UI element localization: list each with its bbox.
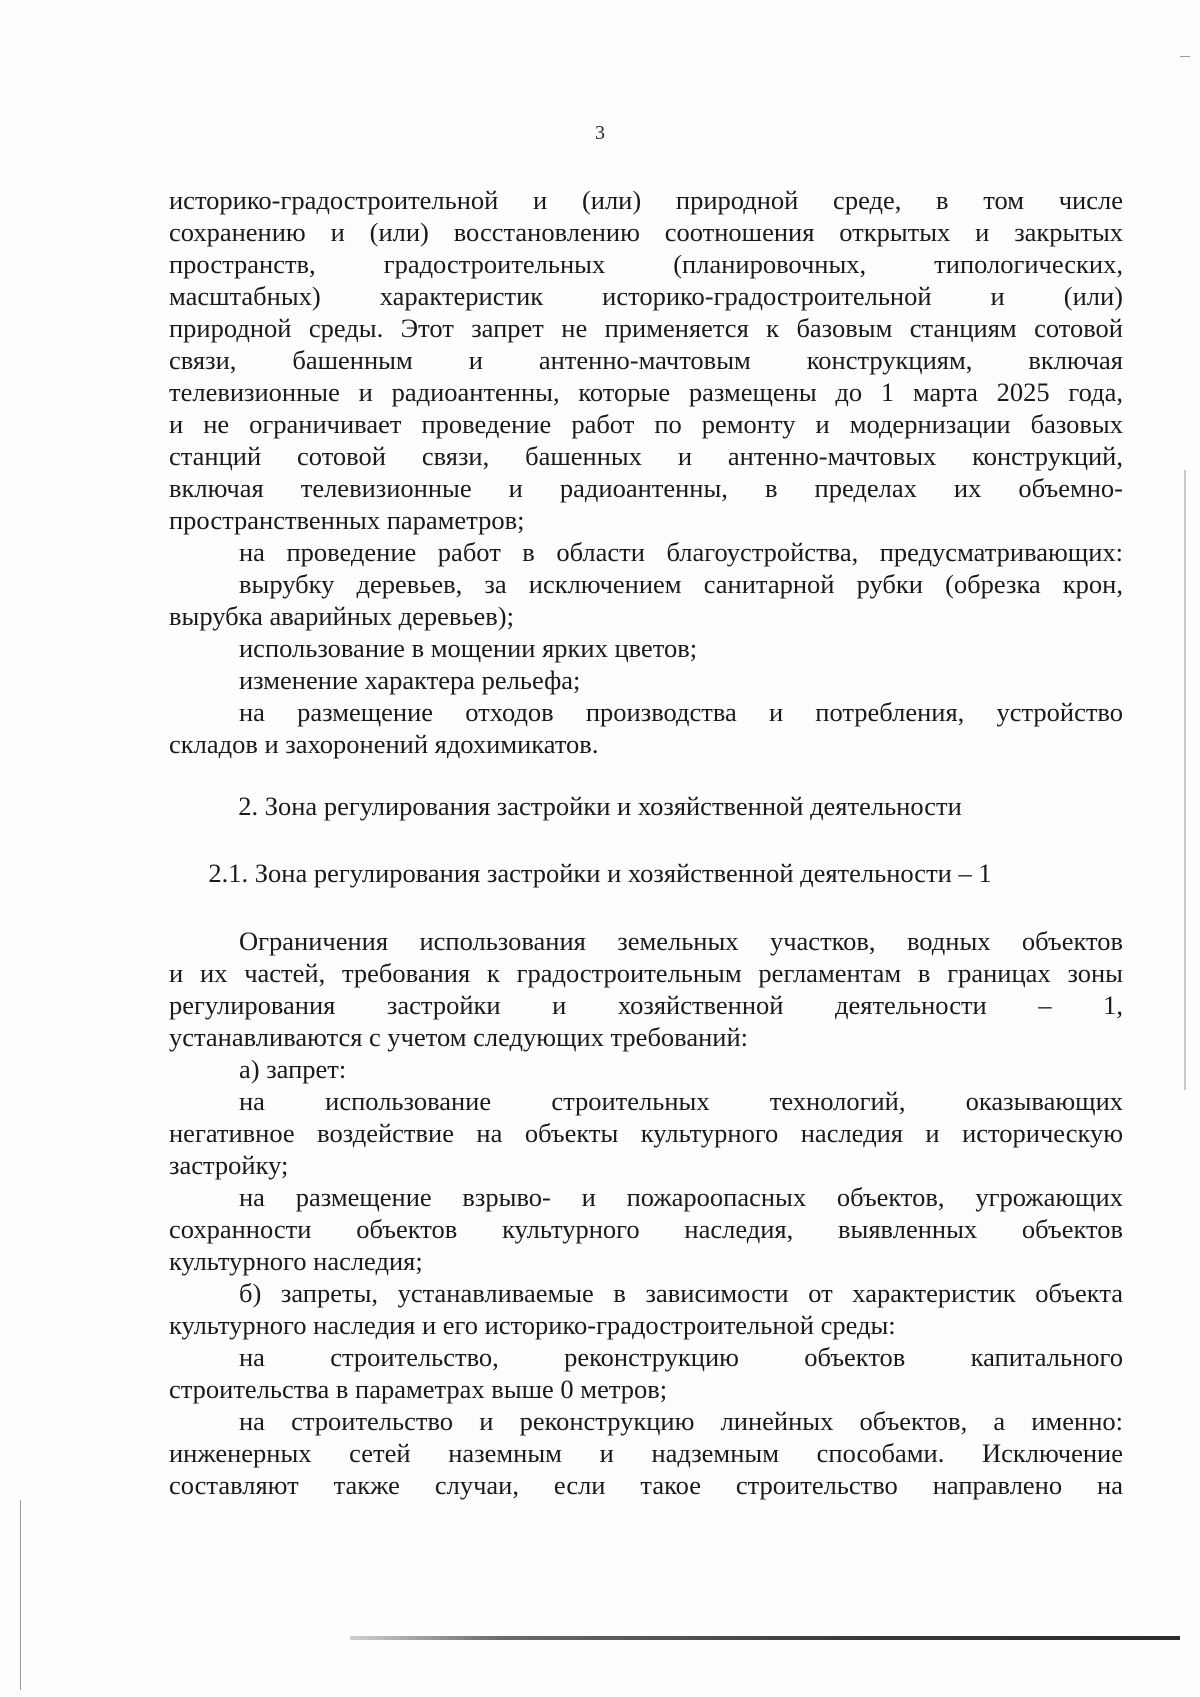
text-line: пространств, градостроительных (планировочных, типологических,	[169, 249, 1123, 279]
text-line: масштабных) характеристик историко-градостроительной и (или)	[169, 281, 1123, 311]
text-line: сохранности объектов культурного наследия, выявленных объектов	[169, 1214, 1123, 1244]
text-line: строительства в параметрах выше 0 метров;	[169, 1374, 668, 1404]
scan-edge-mark	[1180, 56, 1190, 57]
text-line: устанавливаются с учетом следующих требований:	[169, 1022, 749, 1052]
text-line: культурного наследия;	[169, 1246, 423, 1276]
text-line: природной среды. Этот запрет не применяется к базовым станциям сотовой	[169, 313, 1123, 343]
text-line: вырубку деревьев, за исключением санитарной рубки (обрезка крон,	[239, 569, 1123, 599]
scan-edge-mark	[1184, 470, 1186, 1090]
scan-bottom-rule	[350, 1636, 1180, 1640]
text-line: а) запрет:	[239, 1054, 347, 1084]
text-line: связи, башенным и антенно-мачтовым конструкциям, включая	[169, 345, 1123, 375]
text-line: сохранению и (или) восстановлению соотношения открытых и закрытых	[169, 217, 1123, 247]
text-line: использование в мощении ярких цветов;	[239, 633, 698, 663]
paragraph-block-top	[169, 184, 1123, 760]
text-line: складов и захоронений ядохимикатов.	[169, 729, 599, 759]
text-line: на проведение работ в области благоустройства, предусматривающих:	[239, 537, 1123, 567]
text-line: Ограничения использования земельных участков, водных объектов	[239, 926, 1123, 956]
text-line: изменение характера рельефа;	[239, 665, 581, 695]
text-line: составляют также случаи, если такое строительство направлено на	[169, 1470, 1123, 1500]
text-line: на использование строительных технологий, оказывающих	[239, 1086, 1123, 1116]
text-line: и не ограничивает проведение работ по ремонту и модернизации базовых	[169, 409, 1123, 439]
text-line: на размещение отходов производства и потребления, устройство	[239, 697, 1123, 727]
text-line: инженерных сетей наземным и надземным способами. Исключение	[169, 1438, 1123, 1468]
text-line: культурного наследия и его историко-градостроительной среды:	[169, 1310, 896, 1340]
text-line: б) запреты, устанавливаемые в зависимости от характеристик объекта	[239, 1278, 1123, 1308]
page-number: 3	[595, 122, 605, 144]
text-line: историко-градостроительной и (или) природной среде, в том числе	[169, 185, 1123, 215]
text-line: включая телевизионные и радиоантенны, в пределах их объемно-	[169, 473, 1123, 503]
text-line: на строительство и реконструкцию линейных объектов, а именно:	[239, 1406, 1123, 1436]
text-line: и их частей, требования к градостроительным регламентам в границах зоны	[169, 958, 1123, 988]
text-line: на строительство, реконструкцию объектов капитального	[239, 1342, 1123, 1372]
text-line: телевизионные и радиоантенны, которые размещены до 1 марта 2025 года,	[169, 377, 1123, 407]
text-line: застройку;	[169, 1150, 289, 1180]
section-heading: 2. Зона регулирования застройки и хозяйственной деятельности	[238, 791, 962, 821]
text-line: на размещение взрыво- и пожароопасных объектов, угрожающих	[239, 1182, 1123, 1212]
text-line: регулирования застройки и хозяйственной деятельности – 1,	[169, 990, 1123, 1020]
subsection-heading: 2.1. Зона регулирования застройки и хозяйственной деятельности – 1	[208, 858, 992, 888]
paragraph-block-main	[169, 925, 1123, 1501]
text-line: негативное воздействие на объекты культурного наследия и историческую	[169, 1118, 1123, 1148]
scan-edge-mark	[20, 1500, 21, 1690]
text-line: пространственных параметров;	[169, 505, 525, 535]
text-line: станций сотовой связи, башенных и антенно-мачтовых конструкций,	[169, 441, 1123, 471]
text-line: вырубка аварийных деревьев);	[169, 601, 514, 631]
